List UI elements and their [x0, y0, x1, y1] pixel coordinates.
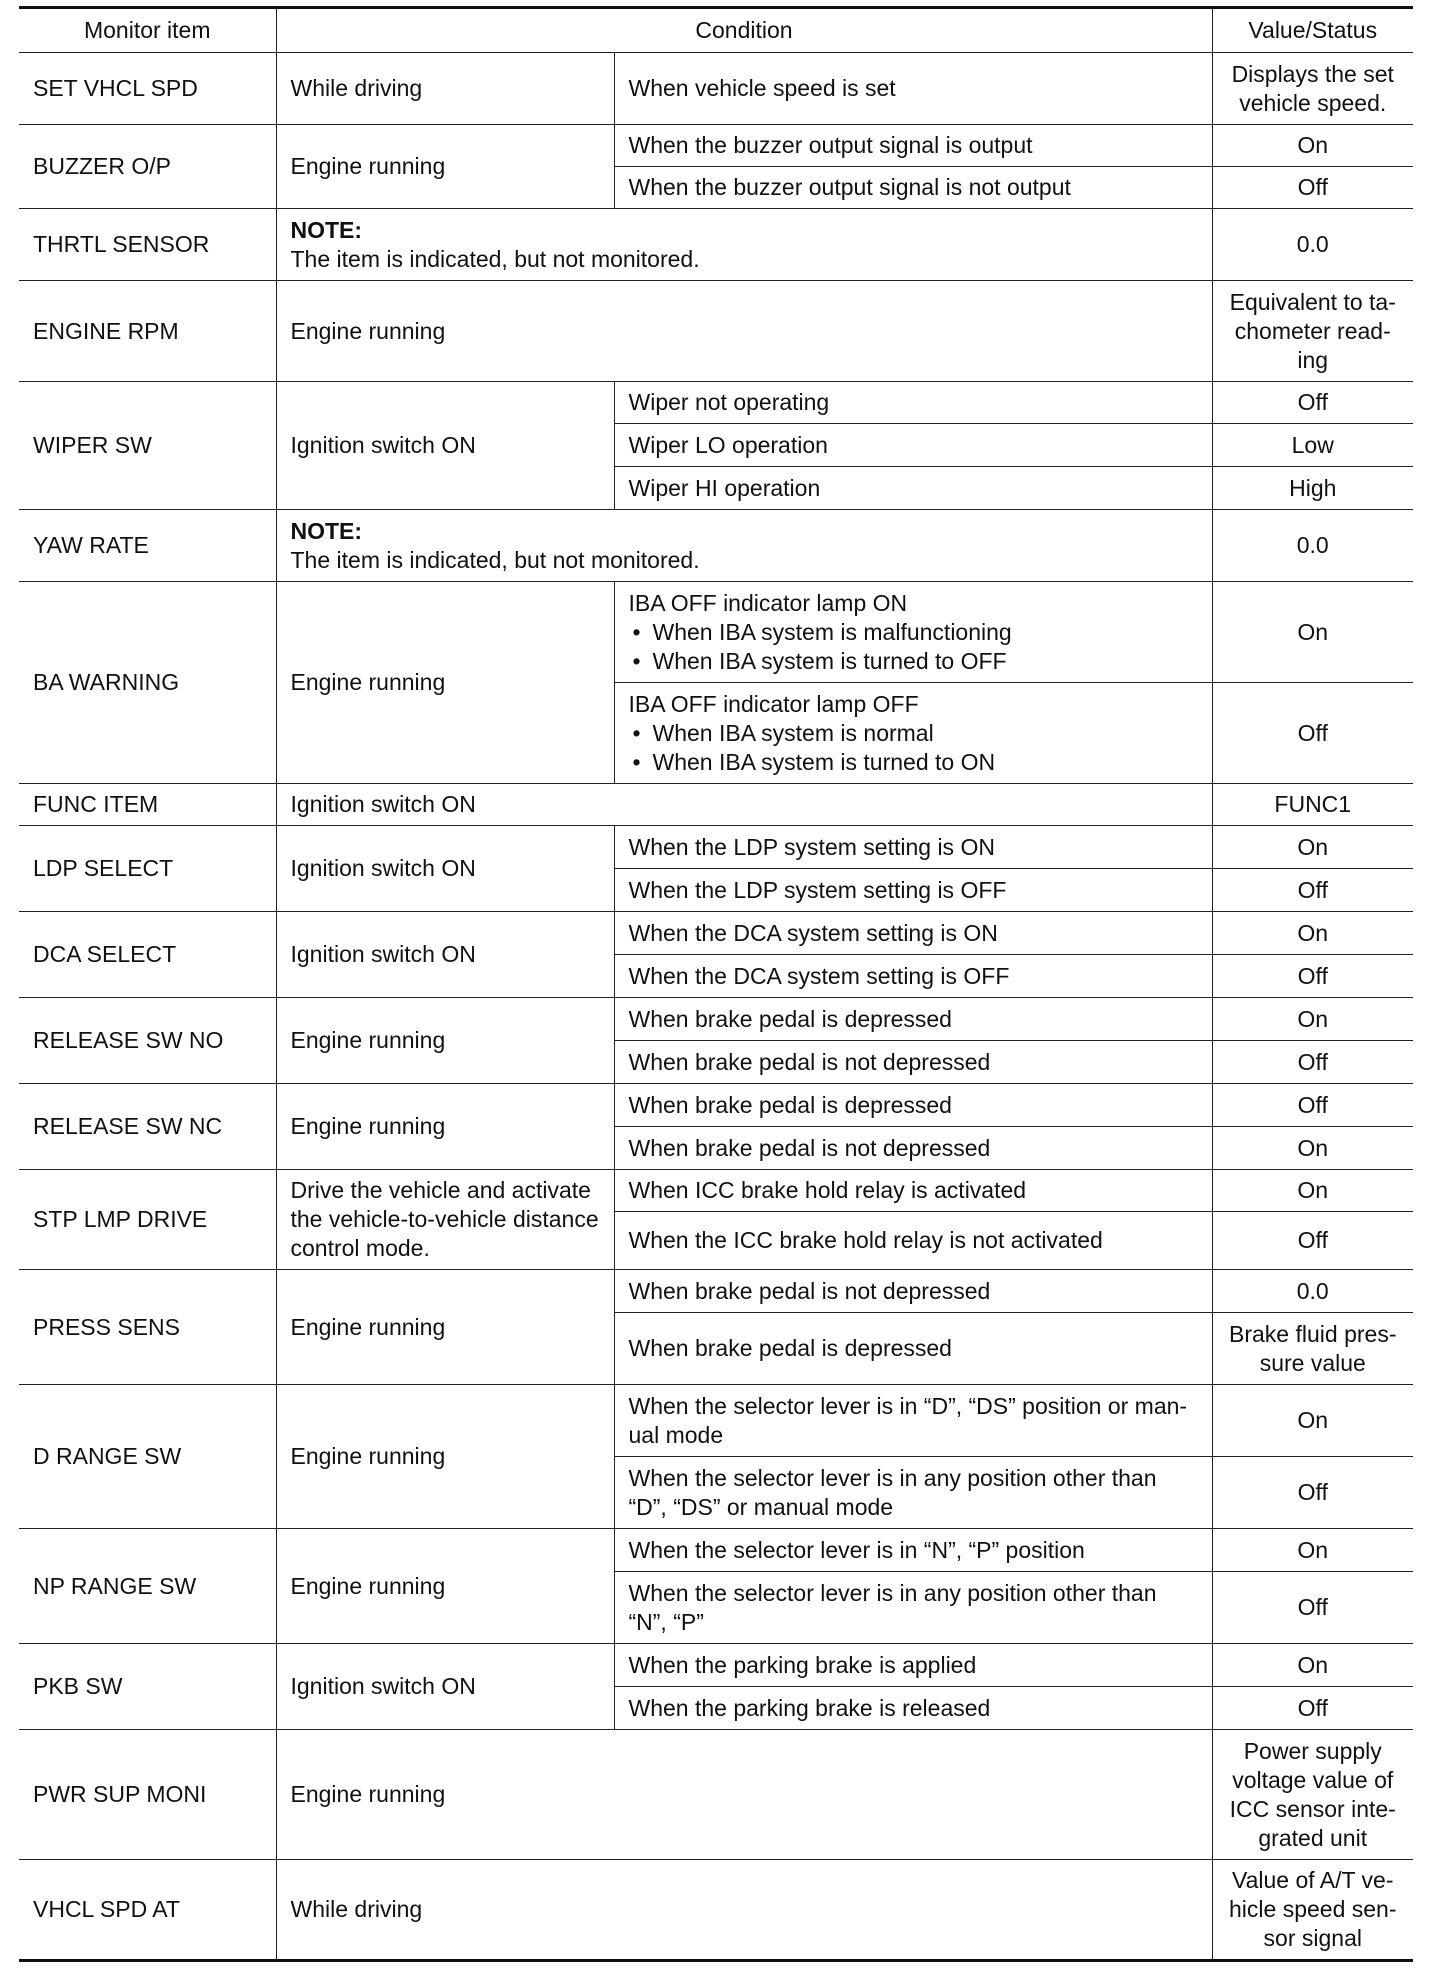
value-status-cell: Equivalent to ta-chometer read-ing: [1212, 281, 1413, 382]
value-status-cell: On: [1212, 1385, 1413, 1457]
sub-condition-cell: When the selector lever is in “D”, “DS” position or man-ual mode: [614, 1385, 1212, 1457]
value-status-cell: Off: [1212, 1457, 1413, 1529]
monitor-item-name: LDP SELECT: [19, 826, 276, 912]
bullet-list: [629, 618, 1198, 676]
table-row: [19, 912, 1413, 955]
sub-condition-cell: When the LDP system setting is OFF: [614, 869, 1212, 912]
value-status-cell: 0.0: [1212, 209, 1413, 281]
monitor-item-name: BA WARNING: [19, 582, 276, 784]
sub-condition-cell: [614, 683, 1212, 784]
bullet-list: [629, 719, 1198, 777]
condition-cell: Engine running: [276, 1730, 1212, 1860]
value-status-cell: Off: [1212, 1041, 1413, 1084]
sub-condition-cell: Wiper not operating: [614, 382, 1212, 424]
table-row: [19, 1860, 1413, 1961]
condition-cell: Ignition switch ON: [276, 382, 614, 510]
sub-condition-cell: When the LDP system setting is ON: [614, 826, 1212, 869]
table-row: [19, 281, 1413, 382]
table-row: [19, 1270, 1413, 1313]
value-status-cell: Off: [1212, 1212, 1413, 1270]
sub-condition-cell: When the parking brake is released: [614, 1687, 1212, 1730]
monitor-item-name: BUZZER O/P: [19, 125, 276, 209]
sub-condition-cell: Wiper LO operation: [614, 424, 1212, 467]
header-monitor-item: Monitor item: [19, 8, 276, 53]
value-status-cell: 0.0: [1212, 1270, 1413, 1313]
table-row: [19, 1170, 1413, 1212]
monitor-item-name: RELEASE SW NC: [19, 1084, 276, 1170]
monitor-item-name: PWR SUP MONI: [19, 1730, 276, 1860]
condition-cell: Ignition switch ON: [276, 1644, 614, 1730]
table-row: [19, 510, 1413, 582]
monitor-item-name: THRTL SENSOR: [19, 209, 276, 281]
bullet-item: • When IBA system is normal: [629, 719, 1198, 748]
value-status-cell: Off: [1212, 1572, 1413, 1644]
monitor-item-name: PKB SW: [19, 1644, 276, 1730]
value-status-cell: Off: [1212, 167, 1413, 209]
condition-cell: Engine running: [276, 1270, 614, 1385]
table-row: [19, 53, 1413, 125]
sub-condition-cell: When the ICC brake hold relay is not activated: [614, 1212, 1212, 1270]
sub-condition-cell: [614, 582, 1212, 683]
sub-condition-title: IBA OFF indicator lamp ON: [628, 589, 908, 616]
monitor-item-name: FUNC ITEM: [19, 784, 276, 826]
monitor-item-name: D RANGE SW: [19, 1385, 276, 1529]
sub-condition-cell: When the DCA system setting is OFF: [614, 955, 1212, 998]
condition-cell: Ignition switch ON: [276, 784, 1212, 826]
condition-cell: Engine running: [276, 1084, 614, 1170]
value-status-cell: On: [1212, 1127, 1413, 1170]
sub-condition-cell: When brake pedal is not depressed: [614, 1127, 1212, 1170]
table-row: [19, 1385, 1413, 1457]
value-status-cell: FUNC1: [1212, 784, 1413, 826]
condition-cell: Drive the vehicle and activate the vehicle-to-vehicle distance control mode.: [276, 1170, 614, 1270]
sub-condition-cell: When the parking brake is applied: [614, 1644, 1212, 1687]
sub-condition-cell: When ICC brake hold relay is activated: [614, 1170, 1212, 1212]
table-row: [19, 826, 1413, 869]
value-status-cell: Displays the set vehicle speed.: [1212, 53, 1413, 125]
table-row: [19, 209, 1413, 281]
value-status-cell: On: [1212, 1170, 1413, 1212]
sub-condition-cell: When the buzzer output signal is output: [614, 125, 1212, 167]
sub-condition-cell: When brake pedal is depressed: [614, 998, 1212, 1041]
sub-condition-cell: When brake pedal is not depressed: [614, 1041, 1212, 1084]
header-value-status: Value/Status: [1212, 8, 1413, 53]
table-row: [19, 784, 1413, 826]
condition-cell: Engine running: [276, 1529, 614, 1644]
table-row: [19, 382, 1413, 424]
bullet-item: • When IBA system is turned to OFF: [629, 647, 1198, 676]
condition-cell: While driving: [276, 53, 614, 125]
condition-cell: Engine running: [276, 582, 614, 784]
table-row: [19, 1730, 1413, 1860]
monitor-item-table-page: [19, 6, 1413, 1962]
sub-condition-title: IBA OFF indicator lamp OFF: [628, 690, 919, 717]
table-row: [19, 1644, 1413, 1687]
monitor-item-table: [19, 6, 1413, 1962]
bullet-item: • When IBA system is turned to ON: [629, 748, 1198, 777]
monitor-item-name: WIPER SW: [19, 382, 276, 510]
monitor-item-name: STP LMP DRIVE: [19, 1170, 276, 1270]
value-status-cell: On: [1212, 1644, 1413, 1687]
sub-condition-cell: When brake pedal is depressed: [614, 1084, 1212, 1127]
table-row: [19, 1529, 1413, 1572]
value-status-cell: Off: [1212, 382, 1413, 424]
sub-condition-cell: When the selector lever is in any position other than “D”, “DS” or manual mode: [614, 1457, 1212, 1529]
value-status-cell: Off: [1212, 683, 1413, 784]
monitor-item-name: PRESS SENS: [19, 1270, 276, 1385]
note-text: The item is indicated, but not monitored.: [290, 245, 700, 272]
value-status-cell: High: [1212, 467, 1413, 510]
value-status-cell: On: [1212, 826, 1413, 869]
monitor-item-name: SET VHCL SPD: [19, 53, 276, 125]
table-row: [19, 998, 1413, 1041]
sub-condition-cell: Wiper HI operation: [614, 467, 1212, 510]
note-label: NOTE:: [290, 216, 363, 243]
value-status-cell: On: [1212, 125, 1413, 167]
monitor-item-name: ENGINE RPM: [19, 281, 276, 382]
value-status-cell: Off: [1212, 1084, 1413, 1127]
condition-cell: While driving: [276, 1860, 1212, 1961]
sub-condition-cell: When brake pedal is not depressed: [614, 1270, 1212, 1313]
table-row: [19, 582, 1413, 683]
value-status-cell: Off: [1212, 1687, 1413, 1730]
table-header-row: [19, 8, 1413, 53]
value-status-cell: Value of A/T ve-hicle speed sen-sor signal: [1212, 1860, 1413, 1961]
table-row: [19, 1084, 1413, 1127]
sub-condition-cell: When brake pedal is depressed: [614, 1313, 1212, 1385]
note-label: NOTE:: [290, 517, 363, 544]
condition-cell: Engine running: [276, 125, 614, 209]
value-status-cell: On: [1212, 998, 1413, 1041]
note-cell: [276, 209, 1212, 281]
condition-cell: Engine running: [276, 998, 614, 1084]
sub-condition-cell: When the DCA system setting is ON: [614, 912, 1212, 955]
monitor-item-name: DCA SELECT: [19, 912, 276, 998]
value-status-cell: On: [1212, 582, 1413, 683]
sub-condition-cell: When the buzzer output signal is not output: [614, 167, 1212, 209]
bullet-item: • When IBA system is malfunctioning: [629, 618, 1198, 647]
monitor-item-name: NP RANGE SW: [19, 1529, 276, 1644]
sub-condition-cell: When the selector lever is in any position other than “N”, “P”: [614, 1572, 1212, 1644]
value-status-cell: Off: [1212, 955, 1413, 998]
condition-cell: Engine running: [276, 1385, 614, 1529]
value-status-cell: Off: [1212, 869, 1413, 912]
monitor-item-name: YAW RATE: [19, 510, 276, 582]
condition-cell: Ignition switch ON: [276, 826, 614, 912]
value-status-cell: Power supply voltage value of ICC sensor inte-grated unit: [1212, 1730, 1413, 1860]
sub-condition-cell: When vehicle speed is set: [614, 53, 1212, 125]
value-status-cell: Low: [1212, 424, 1413, 467]
value-status-cell: On: [1212, 912, 1413, 955]
sub-condition-cell: When the selector lever is in “N”, “P” position: [614, 1529, 1212, 1572]
monitor-item-name: VHCL SPD AT: [19, 1860, 276, 1961]
monitor-item-name: RELEASE SW NO: [19, 998, 276, 1084]
condition-cell: Engine running: [276, 281, 1212, 382]
value-status-cell: Brake fluid pres-sure value: [1212, 1313, 1413, 1385]
value-status-cell: 0.0: [1212, 510, 1413, 582]
note-cell: [276, 510, 1212, 582]
header-condition: Condition: [276, 8, 1212, 53]
table-row: [19, 125, 1413, 167]
note-text: The item is indicated, but not monitored.: [290, 546, 700, 573]
condition-cell: Ignition switch ON: [276, 912, 614, 998]
value-status-cell: On: [1212, 1529, 1413, 1572]
